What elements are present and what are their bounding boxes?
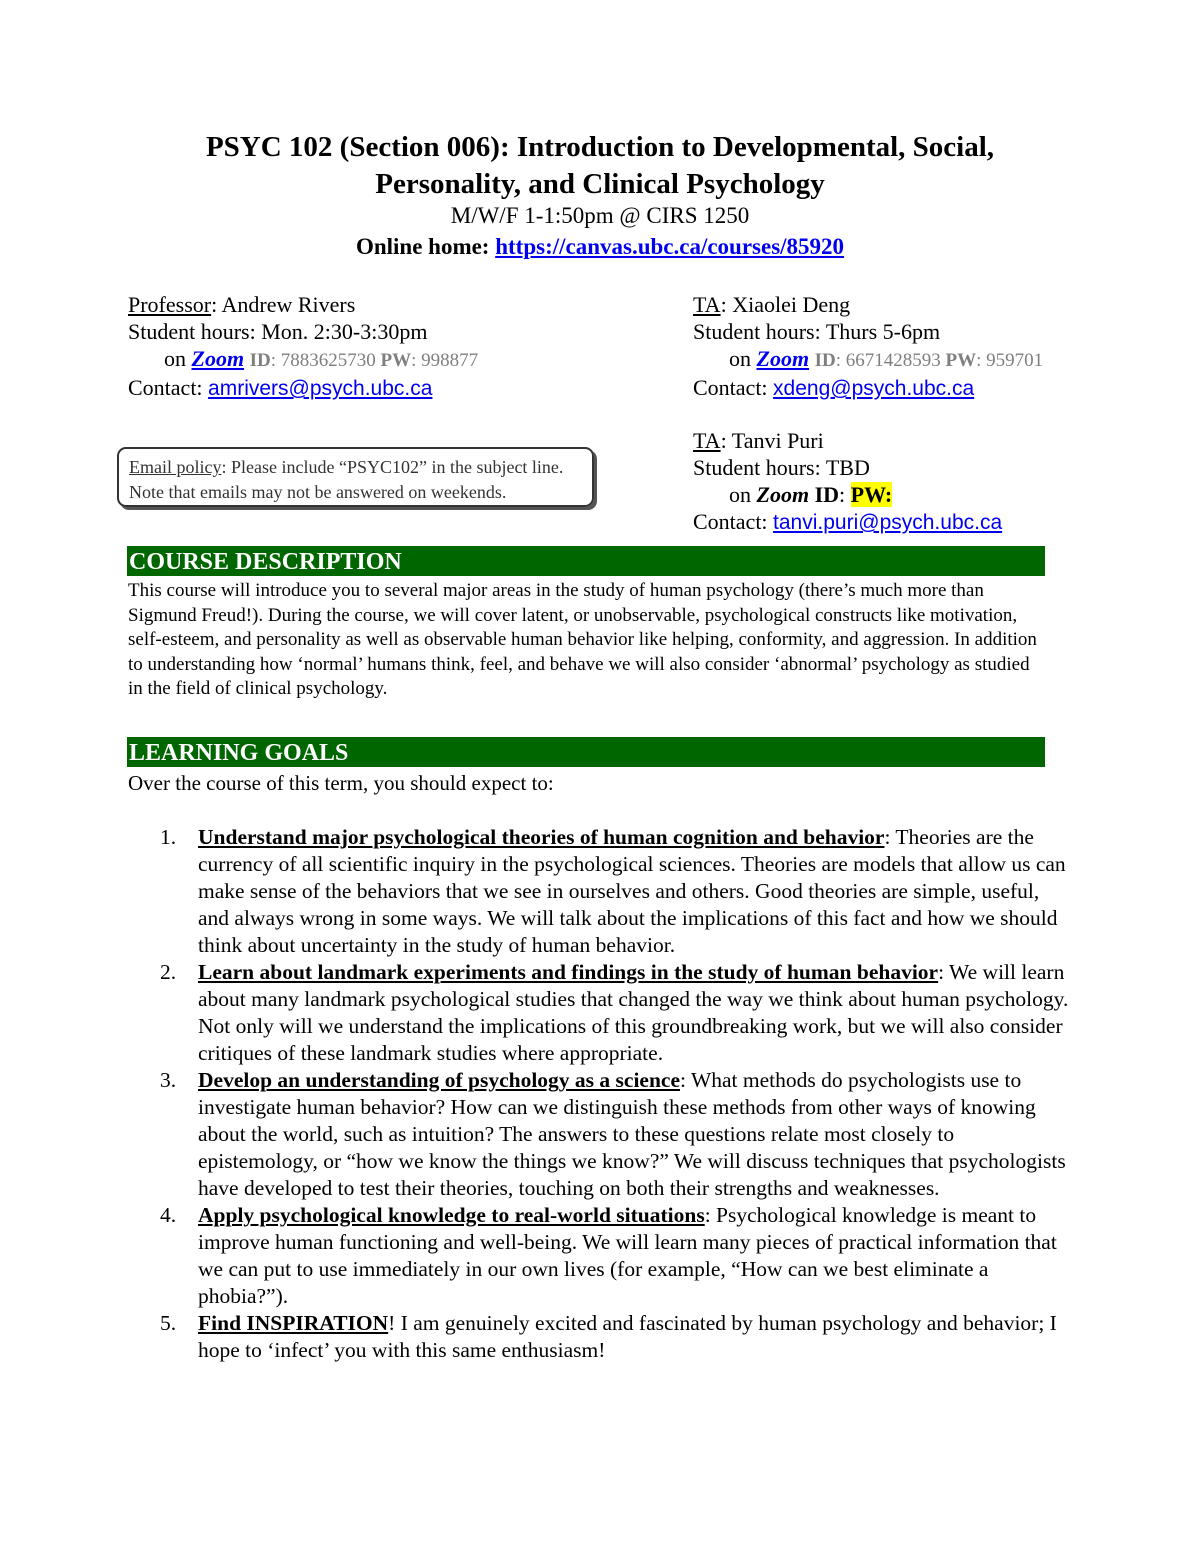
goal-title: Apply psychological knowledge to real-world situations	[198, 1203, 705, 1227]
list-item	[160, 959, 1075, 1067]
ta2-zoom-link[interactable]: Zoom	[756, 482, 810, 507]
ta1-hours: Student hours: Thurs 5-6pm	[693, 319, 941, 344]
pw-label: PW	[380, 350, 412, 371]
course-description-text: This course will introduce you to several major areas in the study of human psychology (there’s much more than Sigmund Freud!). During the course, we will cover latent, or unobservable, psychological constructs like motivation, self-esteem, and personality as well as observable human behavior like helping, conformity, and aggression. In addition to understanding how ‘normal’ humans think, feel, and behave we will also consider ‘abnormal’ psychology as studied in the field of clinical psychology.	[128, 580, 1037, 699]
ta2-zoom-id: :	[839, 482, 846, 507]
goal-text: : Psychological knowledge is meant to improve human functioning and well-being. We will learn many pieces of practical information that we can put to use immediately in our own lives (for example, “How can we best eliminate a phobia?”).	[198, 1203, 1057, 1308]
contact-label: Contact:	[693, 509, 768, 534]
item-number: 2.	[160, 960, 177, 984]
ta2-role: TA	[693, 428, 721, 453]
id-label: ID	[249, 350, 271, 371]
item-number: 4.	[160, 1203, 177, 1227]
course-description-heading: COURSE DESCRIPTION	[127, 546, 1045, 576]
ta1-zoom-pw: : 959701	[976, 350, 1044, 371]
ta1-zoom-row	[693, 345, 1043, 374]
email-policy-label: Email policy	[129, 457, 222, 477]
professor-email[interactable]: amrivers@psych.ubc.ca	[208, 377, 433, 400]
course-title-line2: Personality, and Clinical Psychology	[375, 168, 825, 200]
professor-zoom-row	[128, 345, 478, 374]
id-label: ID	[814, 482, 840, 507]
ta2-info	[693, 427, 1002, 536]
ta1-email[interactable]: xdeng@psych.ubc.ca	[773, 377, 975, 400]
list-item	[160, 1067, 1075, 1202]
professor-role: Professor	[128, 292, 212, 317]
ta1-zoom-link[interactable]: Zoom	[756, 346, 810, 371]
ta1-zoom-id: : 6671428593	[835, 350, 941, 371]
learning-goals-intro: Over the course of this term, you should expect to:	[128, 771, 554, 795]
goal-title: Learn about landmark experiments and findings in the study of human behavior	[198, 960, 939, 984]
ta2-email[interactable]: tanvi.puri@psych.ubc.ca	[773, 511, 1003, 534]
list-item	[160, 1202, 1075, 1310]
canvas-link[interactable]: https://canvas.ubc.ca/courses/85920	[495, 234, 845, 259]
ta1-name: : Xiaolei Deng	[720, 292, 851, 317]
goal-title: Understand major psychological theories of human cognition and behavior	[198, 825, 885, 849]
on-label: on	[729, 346, 751, 371]
learning-goals-heading: LEARNING GOALS	[127, 737, 1045, 767]
goal-text: : Theories are the currency of all scientific inquiry in the psychological sciences. Theories are models that allow us can make sense of the behaviors that we see in ourselves and others. Good theories are simple, useful, and always wrong in some ways. We will talk about the implications of this fact and how we should think about uncertainty in the study of human behavior.	[198, 825, 1066, 957]
ta2-zoom-row	[693, 481, 1002, 508]
course-schedule: M/W/F 1-1:50pm @ CIRS 1250	[450, 203, 750, 228]
pw-label: PW	[945, 350, 977, 371]
learning-goals-list	[160, 824, 1075, 1364]
online-home	[100, 234, 1100, 260]
goal-title: Find INSPIRATION	[198, 1311, 389, 1335]
ta2-name: : Tanvi Puri	[720, 428, 824, 453]
list-item	[160, 824, 1075, 959]
course-title-line1: PSYC 102 (Section 006): Introduction to Developmental, Social,	[205, 131, 995, 163]
item-number: 1.	[160, 825, 177, 849]
item-number: 5.	[160, 1311, 177, 1335]
professor-zoom-pw: : 998877	[411, 350, 479, 371]
on-label: on	[164, 346, 186, 371]
goal-text: : We will learn about many landmark psychological studies that changed the way we think about human psychology. Not only will we understand the implications of this groundbreaking work, but we will also consider critiques of these landmark studies where appropriate.	[198, 960, 1069, 1065]
professor-info	[128, 291, 478, 402]
professor-zoom-link[interactable]: Zoom	[191, 346, 245, 371]
ta1-info	[693, 291, 1043, 402]
online-home-label: Online home:	[355, 234, 490, 259]
goal-text: ! I am genuinely excited and fascinated by human psychology and behavior; I hope to ‘infect’ you with this same enthusiasm!	[198, 1311, 1057, 1362]
ta2-hours: Student hours: TBD	[693, 455, 870, 480]
email-policy-text: : Please include “PSYC102” in the subject line. Note that emails may not be answered on weekends.	[129, 457, 564, 502]
contact-label: Contact:	[693, 375, 768, 400]
email-policy-box	[117, 447, 594, 507]
goal-title: Develop an understanding of psychology as a science	[198, 1068, 680, 1092]
pw-label: PW:	[850, 482, 893, 507]
on-label: on	[729, 482, 751, 507]
id-label: ID	[814, 350, 836, 371]
ta1-role: TA	[693, 292, 721, 317]
professor-name: : Andrew Rivers	[211, 292, 356, 317]
list-item	[160, 1310, 1075, 1364]
goal-text: : What methods do psychologists use to investigate human behavior? How can we distinguish these methods from other ways of knowing about the world, such as intuition? The answers to these questions relate most closely to epistemology, or “how we know the things we know?” We will discuss techniques that psychologists have developed to test their theories, touching on both their strengths and weaknesses.	[198, 1068, 1066, 1200]
contact-label: Contact:	[128, 375, 203, 400]
professor-zoom-id: : 7883625730	[270, 350, 376, 371]
professor-hours: Student hours: Mon. 2:30-3:30pm	[128, 319, 428, 344]
item-number: 3.	[160, 1068, 177, 1092]
